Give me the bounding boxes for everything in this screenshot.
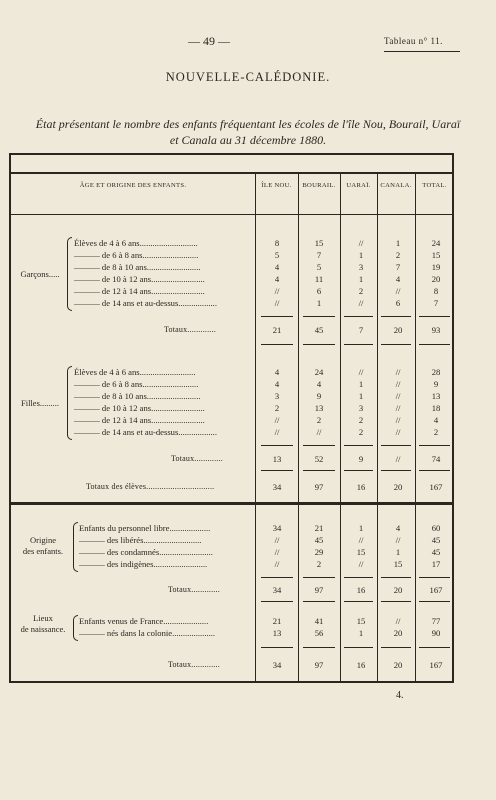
column-header-canala: CANALA. (380, 182, 412, 189)
table-row: Élèves de 4 à 6 ans........................... 8 15 // 1 24 (74, 238, 441, 248)
table-row: ——— de 8 à 10 ans......................... 3 9 1 // 13 (74, 391, 441, 401)
table-row: ——— de 10 à 12 ans......................... 4 11 1 4 20 (74, 274, 441, 284)
subtotal-rule (381, 577, 411, 578)
subtotal-rule (381, 344, 411, 345)
totals-row-origine: Totaux............. 34 97 16 20 167 (168, 585, 443, 595)
subtotal-rule (261, 577, 293, 578)
subtotal-rule (303, 344, 335, 345)
table-row: Enfants du personnel libre................... 34 21 1 4 60 (79, 523, 441, 533)
subtotal-rule (303, 445, 335, 446)
table-row: ——— de 12 à 14 ans......................... // 6 2 // 8 (74, 286, 439, 296)
group-label-origine: Origine des enfants. (22, 535, 64, 556)
table-row: ——— nés dans la colonie.................... 13 56 1 20 90 (79, 628, 441, 638)
subtotal-rule (303, 577, 335, 578)
footer-signature-mark: 4. (396, 690, 404, 701)
header-bottom-rule (11, 214, 452, 215)
table-row: Élèves de 4 à 6 ans.......................... 4 24 // // 28 (74, 367, 441, 377)
subtotal-rule (419, 470, 450, 471)
subtotal-rule (261, 316, 293, 317)
subtotal-rule (381, 316, 411, 317)
subtotal-rule (419, 316, 450, 317)
totals-row-lieux: Totaux............. 34 97 16 20 167 (168, 660, 443, 670)
group-label-filles: Filles......... (20, 398, 60, 408)
table-subtitle: État présentant le nombre des enfants fréquentant les écoles de l'île Nou, Bourail, Uaraï et Canala au 31 décembre 1880. (35, 117, 461, 147)
subtotal-rule (344, 647, 373, 648)
column-header-uarai: UARAÏ. (346, 182, 371, 189)
header-top-rule (11, 172, 452, 174)
subtotal-rule (303, 316, 335, 317)
column-header-bourail: BOURAIL. (302, 182, 336, 189)
totals-row-garcons: Totaux............. 21 45 7 20 93 (164, 325, 441, 335)
table-row: ——— de 12 à 14 ans......................... // 2 2 // 4 (74, 415, 439, 425)
subtotal-rule (419, 601, 450, 602)
subtotal-rule (303, 647, 335, 648)
subtotal-rule (344, 344, 373, 345)
group-label-garcons: Garçons..... (20, 269, 60, 279)
column-header-ile-nou: ÎLE NOU. (261, 182, 292, 189)
subtotal-rule (419, 647, 450, 648)
table-row: Enfants venus de France..................... 21 41 15 // 77 (79, 616, 441, 626)
statistics-table (9, 153, 454, 683)
column-header-total: TOTAL. (422, 182, 447, 189)
section-rule (11, 504, 452, 505)
subtotal-rule (381, 647, 411, 648)
table-row: ——— de 8 à 10 ans......................... 4 5 3 7 19 (74, 262, 441, 272)
table-row: ——— de 14 ans et au-dessus.................. // 1 // 6 7 (74, 298, 439, 308)
subtotal-rule (419, 577, 450, 578)
subtotal-rule (261, 647, 293, 648)
subtotal-rule (303, 601, 335, 602)
region-title: NOUVELLE-CALÉDONIE. (165, 70, 331, 84)
tableau-label: Tableau n° 11. (384, 36, 443, 46)
subtotal-rule (261, 470, 293, 471)
group-label-lieux: Lieux de naissance. (20, 613, 66, 634)
subtotal-rule (344, 470, 373, 471)
subtotal-rule (303, 470, 335, 471)
totals-row-filles: Totaux............. 13 52 9 // 74 (171, 454, 441, 464)
subtotal-rule (419, 445, 450, 446)
column-header-label: ÂGE ET ORIGINE DES ENFANTS. (79, 182, 187, 189)
tableau-rule (384, 51, 460, 52)
subtotal-rule (344, 601, 373, 602)
page-number: — 49 — (188, 34, 230, 48)
table-row: ——— des indigènes......................... // 2 // 15 17 (79, 559, 441, 569)
subtotal-rule (344, 445, 373, 446)
subtotal-rule (261, 601, 293, 602)
subtotal-rule (381, 601, 411, 602)
subtotal-rule (381, 445, 411, 446)
table-row: ——— de 14 ans et au-dessus.................. // // 2 // 2 (74, 427, 439, 437)
table-row: ——— de 6 à 8 ans.......................... 5 7 1 2 15 (74, 250, 441, 260)
subtotal-rule (419, 344, 450, 345)
subtotal-rule (261, 445, 293, 446)
totals-row-eleves: Totaux des élèves............................... 34 97 16 20 167 (86, 482, 443, 492)
table-row: ——— de 10 à 12 ans......................... 2 13 3 // 18 (74, 403, 441, 413)
subtotal-rule (344, 577, 373, 578)
table-row: ——— de 6 à 8 ans.......................... 4 4 1 // 9 (74, 379, 439, 389)
subtotal-rule (381, 470, 411, 471)
subtotal-rule (261, 344, 293, 345)
table-row: ——— des condamnés......................... // 29 15 1 45 (79, 547, 441, 557)
table-row: ——— des libérés........................... // 45 // // 45 (79, 535, 441, 545)
subtotal-rule (344, 316, 373, 317)
